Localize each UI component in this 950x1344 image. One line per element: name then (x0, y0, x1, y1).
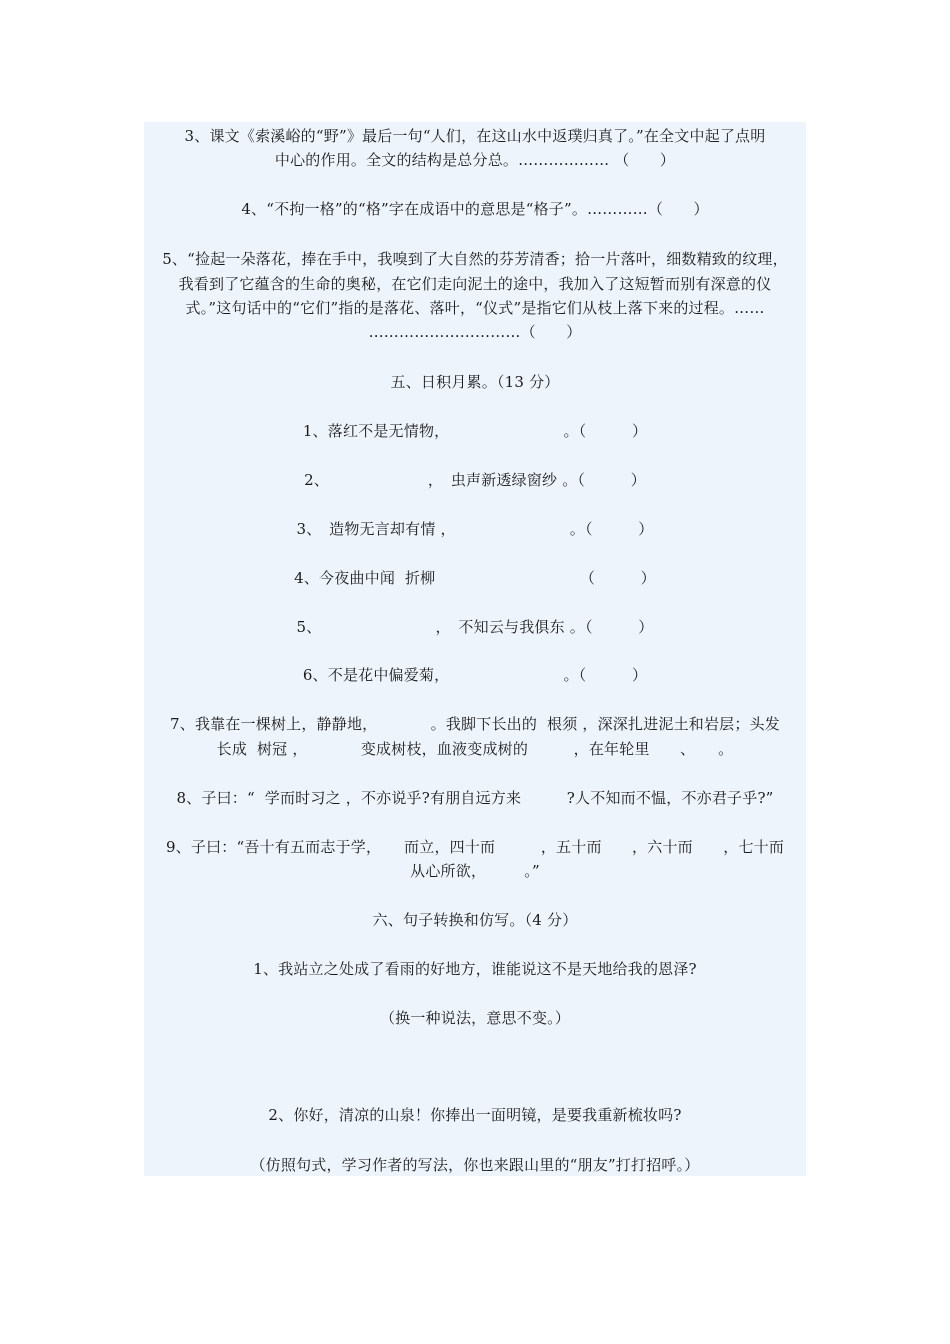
tf-q4: 4、“不拘一格”的“格”字在成语中的意思是“格子”。…………（ ） (241, 200, 709, 218)
section6-title: 六、句子转换和仿写。（4 分） (372, 911, 578, 929)
section6-q1-hint: （换一种说法，意思不变。） (379, 1009, 571, 1027)
section5-q8: 8、子曰：“ 学而时习之 ，不亦说乎?有朋自远方来 ?人不知而不愠，不亦君子乎?” (176, 789, 774, 807)
tf-q3-line2: 中心的作用。全文的结构是总分总。……………… （ ） (274, 151, 676, 169)
section5-q7-line2: 长成 树冠 ， 变成树枝，血液变成树的 ，在年轮里 、 。 (216, 740, 734, 758)
tf-q5-line1: 5、“捡起一朵落花，捧在手中，我嗅到了大自然的芬芳清香；拾一片落叶，细数精致的纹理， (162, 250, 788, 268)
tf-q5-line3: 式。”这句话中的“它们”指的是落花、落叶，“仪式”是指它们从枝上落下来的过程。…… (185, 299, 765, 317)
section5-item: 1、落红不是无情物， 。（ ） (302, 422, 648, 440)
section6-q2-hint: （仿照句式，学习作者的写法，你也来跟山里的“朋友”打打招呼。） (250, 1156, 700, 1174)
section5-q7-line1: 7、我靠在一棵树上，静静地， 。我脚下长出的 根须 ，深深扎进泥土和岩层；头发 (170, 715, 780, 733)
section5-item: 6、不是花中偏爱菊， 。（ ） (302, 666, 648, 684)
section5-item: 3、 造物无言却有情 ， 。（ ） (296, 520, 654, 538)
section5-title: 五、日积月累。（13 分） (390, 373, 560, 391)
section5-item: 4、今夜曲中闻 折柳 （ ） (294, 569, 656, 587)
section5-item: 2、 ， 虫声新透绿窗纱 。（ ） (304, 471, 646, 489)
section5-item: 5、 ， 不知云与我俱东 。（ ） (296, 618, 654, 636)
section5-q9-line1: 9、子曰：“吾十有五而志于学， 而立，四十而 ，五十而 ，六十而 ，七十而 (165, 838, 785, 856)
tf-q5-line4: …………………………（ ） (368, 323, 582, 341)
tf-q3-line1: 3、课文《索溪峪的“野”》最后一句“人们，在这山水中返璞归真了。”在全文中起了点明 (184, 127, 766, 145)
section5-q9-line2: 从心所欲， 。” (410, 862, 540, 880)
section6-q2: 2、你好，清凉的山泉！你捧出一面明镜，是要我重新梳妆吗? (268, 1106, 682, 1124)
tf-q5-line2: 我看到了它蕴含的生命的奥秘，在它们走向泥土的途中，我加入了这短暂而别有深意的仪 (178, 275, 772, 293)
section6-q1: 1、我站立之处成了看雨的好地方，谁能说这不是天地给我的恩泽? (253, 960, 697, 978)
